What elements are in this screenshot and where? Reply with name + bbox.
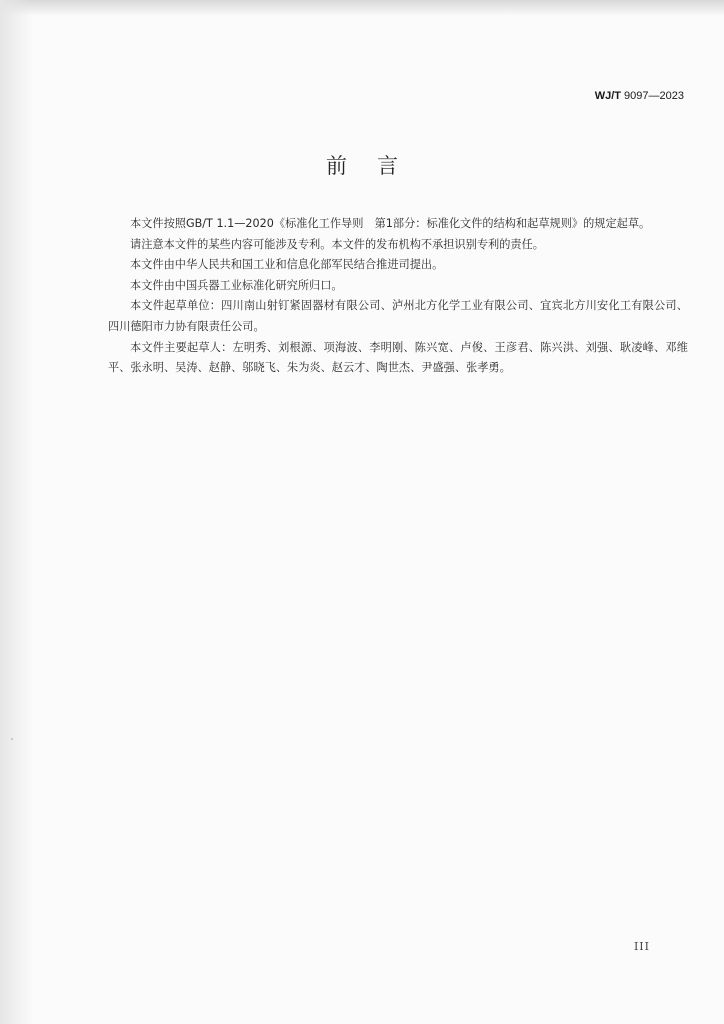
standard-code-prefix: WJ/T (594, 90, 621, 102)
paragraph-proposed-by: 本文件由中华人民共和国工业和信息化部军民结合推进司提出。 (130, 258, 444, 272)
paragraph-drafting-rules: 本文件按照GB/T 1.1—2020《标准化工作导则 第1部分：标准化文件的结构和起草规则》的规定起草。 (130, 217, 651, 230)
paragraph-patent-notice: 请注意本文件的某些内容可能涉及专利。本文件的发布机构不承担识别专利的责任。 (130, 237, 544, 251)
page-number: III (633, 940, 650, 953)
scan-speck (11, 738, 13, 740)
paragraph-drafters: 本文件主要起草人：左明秀、刘根源、项海波、李明刚、陈兴宽、卢俊、王彦君、陈兴洪、刘强、耿凌峰、邓维平、张永明、吴涛、赵静、邬晓飞、朱为炎、赵云才、陶世杰、尹盛强、张孝勇。 (108, 340, 688, 375)
standard-code-number: 9097—2023 (624, 90, 684, 102)
paragraph-centralized-by: 本文件由中国兵器工业标准化研究所归口。 (130, 278, 343, 292)
foreword-body (108, 214, 688, 379)
scan-shadow-top (0, 0, 724, 16)
standard-code (540, 90, 684, 102)
page-title: 前言 (326, 154, 428, 178)
paragraph-drafting-units: 本文件起草单位：四川南山射钉紧固器材有限公司、泸州北方化学工业有限公司、宜宾北方川安化工有限公司、四川德阳市力协有限责任公司。 (108, 299, 688, 333)
